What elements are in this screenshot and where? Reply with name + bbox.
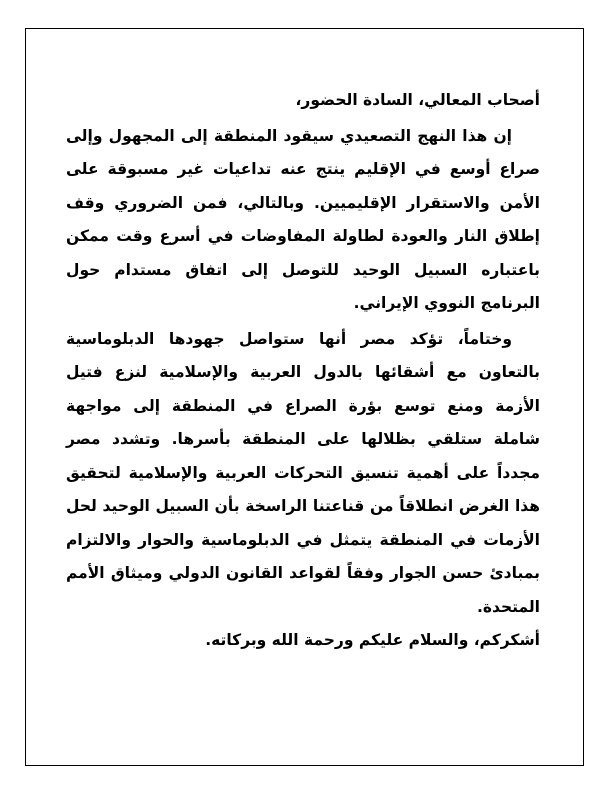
salutation: أصحاب المعالي، السادة الحضور، bbox=[295, 91, 540, 109]
paragraph-2: وختاماً، تؤكد مصر أنها ستواصل جهودها الدبلوماسية بالتعاون مع أشقائها بالدول العربية والإسلامية لنزع فتيل الأزمة ومنع توسع بؤرة الصراع في المنطقة إلى مواجهة شاملة ستلقي بظلالها على المنطقة بأسرها. وتشدد مصر مجدداً على أهمية تنسيق التحركات العربية والإسلامية لتحقيق هذا الغرض انطلاقاً من قناعتنا الراسخة بأن السبيل الوحيد لحل الأزمات في المنطقة يتمثل في الدبلوماسية والحوار والالتزام بمبادئ حسن الجوار وفقاً لقواعد القانون الدولي وميثاق الأمم المتحدة. bbox=[66, 329, 540, 616]
closing-line: أشكركم، والسلام عليكم ورحمة الله وبركاته. bbox=[205, 631, 540, 649]
paragraph-1: إن هذا النهج التصعيدي سيقود المنطقة إلى المجهول وإلى صراع أوسع في الإقليم ينتج عنه تداعيات غير مسبوقة على الأمن والاستقرار الإقليميين. وبالتالي، فمن الضروري وقف إطلاق النار والعودة لطاولة المفاوضات في أسرع وقت ممكن باعتباره السبيل الوحيد للتوصل إلى اتفاق مستدام حول البرنامج النووي الإيراني. bbox=[66, 126, 540, 312]
document-body bbox=[66, 84, 540, 658]
